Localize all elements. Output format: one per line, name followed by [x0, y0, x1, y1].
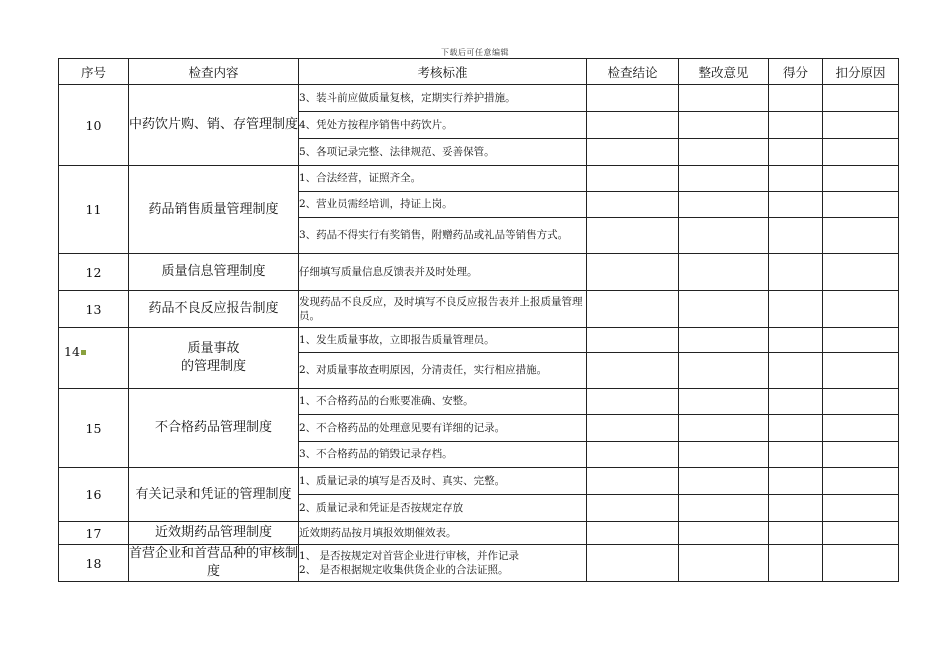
content-line: 的管理制度: [180, 359, 246, 374]
table-row: [59, 166, 899, 192]
score-cell[interactable]: [769, 353, 823, 389]
seq-cell: 17: [59, 522, 129, 545]
conclusion-cell[interactable]: [587, 545, 679, 582]
conclusion-cell[interactable]: [587, 166, 679, 192]
deduction-reason-cell[interactable]: [823, 254, 899, 291]
standard-cell: 仔细填写质量信息反馈表并及时处理。: [299, 254, 587, 291]
table-row: [59, 85, 899, 112]
standard-cell: 近效期药品按月填报效期催效表。: [299, 522, 587, 545]
seq-cell: 15: [59, 389, 129, 468]
conclusion-cell[interactable]: [587, 389, 679, 415]
anchor-mark-icon: [81, 350, 86, 355]
rectification-cell[interactable]: [679, 415, 769, 442]
header-standard: 考核标准: [299, 59, 587, 85]
content-cell: 药品销售质量管理制度: [129, 166, 299, 254]
content-cell: 近效期药品管理制度: [129, 522, 299, 545]
rectification-cell[interactable]: [679, 389, 769, 415]
seq-cell: 12: [59, 254, 129, 291]
standard-cell: 2、对质量事故查明原因，分清责任，实行相应措施。: [299, 353, 587, 389]
standard-cell: 2、营业员需经培训，持证上岗。: [299, 192, 587, 218]
table-row: [59, 328, 899, 353]
content-cell: 药品不良反应报告制度: [129, 291, 299, 328]
standard-cell: 1、合法经营，证照齐全。: [299, 166, 587, 192]
rectification-cell[interactable]: [679, 139, 769, 166]
standard-cell: 3、装斗前应做质量复核，定期实行养护措施。: [299, 85, 587, 112]
deduction-reason-cell[interactable]: [823, 192, 899, 218]
deduction-reason-cell[interactable]: [823, 442, 899, 468]
score-cell[interactable]: [769, 468, 823, 495]
table-header-row: [59, 59, 899, 85]
conclusion-cell[interactable]: [587, 495, 679, 522]
deduction-reason-cell[interactable]: [823, 218, 899, 254]
table-row: [59, 545, 899, 582]
standard-cell: 2、不合格药品的处理意见要有详细的记录。: [299, 415, 587, 442]
header-seq: 序号: [59, 59, 129, 85]
score-cell[interactable]: [769, 85, 823, 112]
header-score: 得分: [769, 59, 823, 85]
standard-line: 1、 是否按规定对首营企业进行审核，并作记录: [299, 549, 520, 562]
table-row: [59, 254, 899, 291]
deduction-reason-cell[interactable]: [823, 139, 899, 166]
table-row: [59, 468, 899, 495]
content-cell: [129, 328, 299, 389]
deduction-reason-cell[interactable]: [823, 328, 899, 353]
standard-cell: 5、各项记录完整、法律规范、妥善保管。: [299, 139, 587, 166]
content-cell: 中药饮片购、销、存管理制度: [129, 85, 299, 166]
rectification-cell[interactable]: [679, 291, 769, 328]
header-conclusion: 检查结论: [587, 59, 679, 85]
score-cell[interactable]: [769, 254, 823, 291]
seq-cell: 13: [59, 291, 129, 328]
rectification-cell[interactable]: [679, 166, 769, 192]
standard-cell: 发现药品不良反应，及时填写不良反应报告表并上报质量管理员。: [299, 291, 587, 328]
standard-cell: 3、药品不得实行有奖销售，附赠药品或礼品等销售方式。: [299, 218, 587, 254]
content-cell: 有关记录和凭证的管理制度: [129, 468, 299, 522]
table-row: [59, 522, 899, 545]
score-cell[interactable]: [769, 328, 823, 353]
conclusion-cell[interactable]: [587, 192, 679, 218]
seq-cell: 10: [59, 85, 129, 166]
table-row: [59, 389, 899, 415]
seq-cell: 11: [59, 166, 129, 254]
conclusion-cell[interactable]: [587, 468, 679, 495]
standard-line: 2、 是否根据规定收集供货企业的合法证照。: [299, 564, 509, 576]
deduction-reason-cell[interactable]: [823, 166, 899, 192]
rectification-cell[interactable]: [679, 328, 769, 353]
standard-cell: 1、不合格药品的台账要准确、安整。: [299, 389, 587, 415]
rectification-cell[interactable]: [679, 353, 769, 389]
standard-cell: 1、发生质量事故，立即报告质量管理员。: [299, 328, 587, 353]
standard-cell: 4、凭处方按程序销售中药饮片。: [299, 112, 587, 139]
inspection-table: [58, 58, 899, 582]
deduction-reason-cell[interactable]: [823, 389, 899, 415]
deduction-reason-cell[interactable]: [823, 468, 899, 495]
rectification-cell[interactable]: [679, 522, 769, 545]
conclusion-cell[interactable]: [587, 112, 679, 139]
deduction-reason-cell[interactable]: [823, 85, 899, 112]
rectification-cell[interactable]: [679, 218, 769, 254]
score-cell[interactable]: [769, 442, 823, 468]
rectification-cell[interactable]: [679, 85, 769, 112]
score-cell[interactable]: [769, 495, 823, 522]
standard-cell: 2、质量记录和凭证是否按规定存放: [299, 495, 587, 522]
deduction-reason-cell[interactable]: [823, 415, 899, 442]
deduction-reason-cell[interactable]: [823, 495, 899, 522]
content-cell: 不合格药品管理制度: [129, 389, 299, 468]
rectification-cell[interactable]: [679, 468, 769, 495]
conclusion-cell[interactable]: [587, 85, 679, 112]
rectification-cell[interactable]: [679, 254, 769, 291]
seq-cell: 16: [59, 468, 129, 522]
conclusion-cell[interactable]: [587, 442, 679, 468]
header-rectification: 整改意见: [679, 59, 769, 85]
watermark-text: 下载后可任意编辑: [441, 48, 509, 57]
rectification-cell[interactable]: [679, 442, 769, 468]
score-cell[interactable]: [769, 415, 823, 442]
deduction-reason-cell[interactable]: [823, 353, 899, 389]
conclusion-cell[interactable]: [587, 522, 679, 545]
seq-cell: 18: [59, 545, 129, 582]
seq-number: 14: [64, 344, 80, 359]
rectification-cell[interactable]: [679, 495, 769, 522]
conclusion-cell[interactable]: [587, 353, 679, 389]
score-cell[interactable]: [769, 291, 823, 328]
standard-cell: 3、不合格药品的销毁记录存档。: [299, 442, 587, 468]
content-cell: 质量信息管理制度: [129, 254, 299, 291]
deduction-reason-cell[interactable]: [823, 522, 899, 545]
standard-cell: [299, 545, 587, 582]
content-line: 质量事故: [187, 341, 240, 356]
deduction-reason-cell[interactable]: [823, 112, 899, 139]
score-cell[interactable]: [769, 112, 823, 139]
conclusion-cell[interactable]: [587, 415, 679, 442]
score-cell[interactable]: [769, 218, 823, 254]
score-cell[interactable]: [769, 389, 823, 415]
score-cell[interactable]: [769, 166, 823, 192]
score-cell[interactable]: [769, 545, 823, 582]
deduction-reason-cell[interactable]: [823, 545, 899, 582]
conclusion-cell[interactable]: [587, 218, 679, 254]
conclusion-cell[interactable]: [587, 254, 679, 291]
score-cell[interactable]: [769, 192, 823, 218]
score-cell[interactable]: [769, 139, 823, 166]
conclusion-cell[interactable]: [587, 291, 679, 328]
rectification-cell[interactable]: [679, 192, 769, 218]
conclusion-cell[interactable]: [587, 328, 679, 353]
table-row: [59, 291, 899, 328]
content-cell: 首营企业和首营品种的审核制度: [129, 545, 299, 582]
score-cell[interactable]: [769, 522, 823, 545]
rectification-cell[interactable]: [679, 545, 769, 582]
conclusion-cell[interactable]: [587, 139, 679, 166]
seq-cell: [59, 328, 129, 389]
rectification-cell[interactable]: [679, 112, 769, 139]
standard-cell: 1、质量记录的填写是否及时、真实、完整。: [299, 468, 587, 495]
header-deduction-reason: 扣分原因: [823, 59, 899, 85]
header-content: 检查内容: [129, 59, 299, 85]
deduction-reason-cell[interactable]: [823, 291, 899, 328]
